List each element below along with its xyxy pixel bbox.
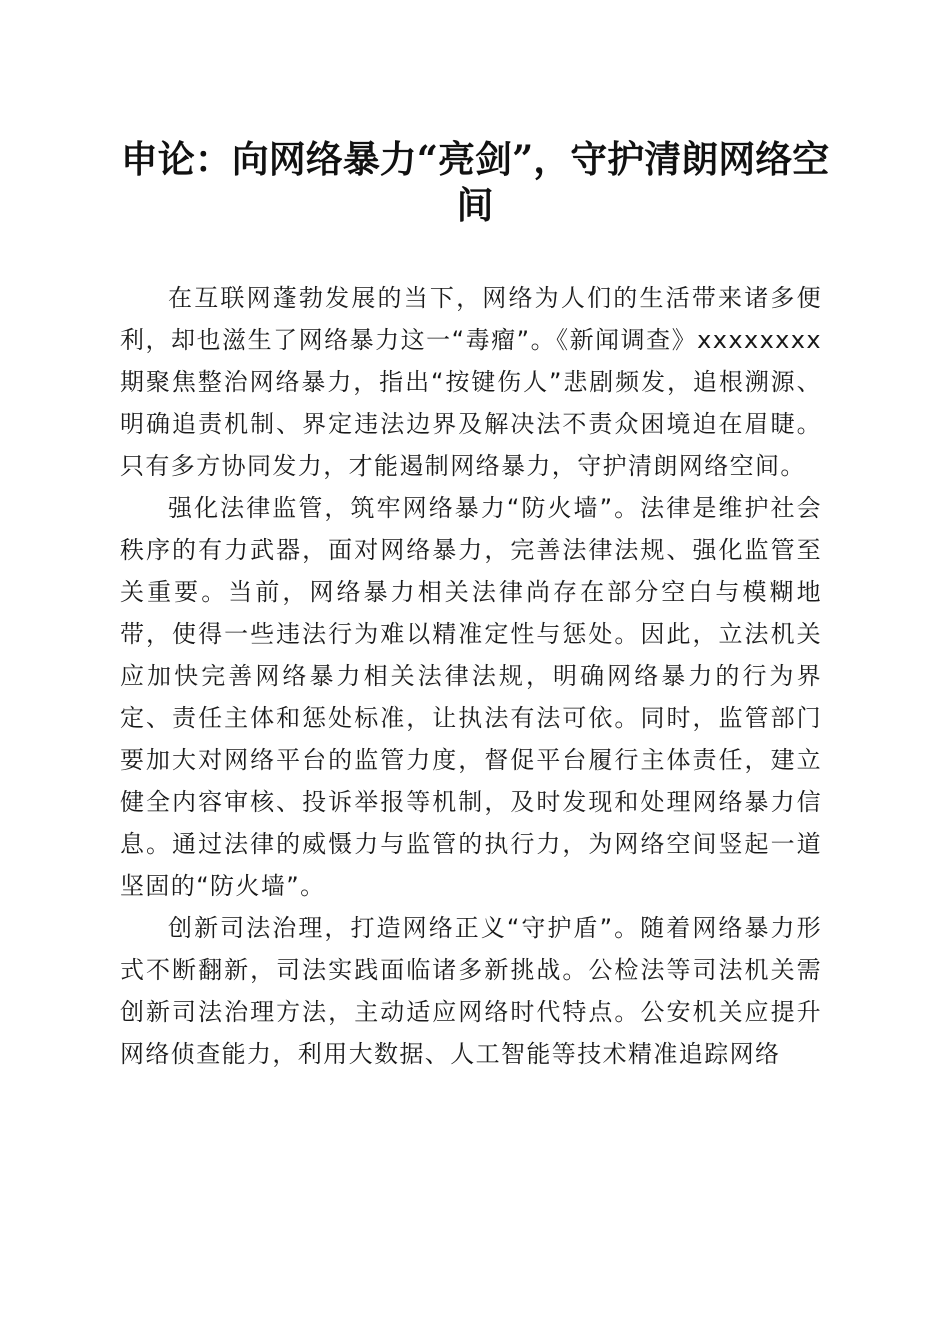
document-title: 申论：向网络暴力“亮剑”，守护清朗网络空间 <box>120 137 830 227</box>
paragraph-legal-supervision: 强化法律监管，筑牢网络暴力“防火墙”。法律是维护社会秩序的有力武器，面对网络暴力，完善法律法规、强化监管至关重要。当前，网络暴力相关法律尚存在部分空白与模糊地带，使得一些违法行为难以精准定性与惩处。因此，立法机关应加快完善网络暴力相关法律法规，明确网络暴力的行为界定、责任主体和惩处标准，让执法有法可依。同时，监管部门要加大对网络平台的监管力度，督促平台履行主体责任，建立健全内容审核、投诉举报等机制，及时发现和处理网络暴力信息。通过法律的威慑力与监管的执行力，为网络空间竖起一道坚固的“防火墙”。 <box>120 494 822 900</box>
document-body <box>120 277 822 1075</box>
paragraph-judicial-governance: 创新司法治理，打造网络正义“守护盾”。随着网络暴力形式不断翻新，司法实践面临诸多新挑战。公检法等司法机关需创新司法治理方法，主动适应网络时代特点。公安机关应提升网络侦查能力，利用大数据、人工智能等技术精准追踪网络 <box>120 914 822 1068</box>
paragraph-intro: 在互联网蓬勃发展的当下，网络为人们的生活带来诸多便利，却也滋生了网络暴力这一“毒瘤”。《新闻调查》xxxxxxxx期聚焦整治网络暴力，指出“按键伤人”悲剧频发，追根溯源、明确追责机制、界定违法边界及解决法不责众困境迫在眉睫。只有多方协同发力，才能遏制网络暴力，守护清朗网络空间。 <box>120 284 822 480</box>
